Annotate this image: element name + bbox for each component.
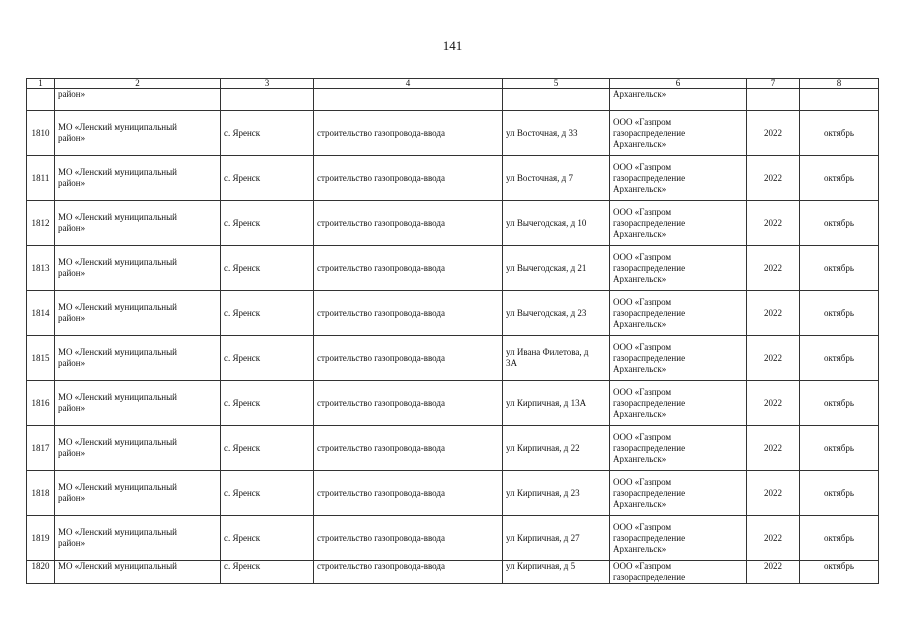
municipality-cell: МО «Ленский муниципальный район» xyxy=(55,201,221,246)
month-cell: октябрь xyxy=(800,291,879,336)
municipality-cell: МО «Ленский муниципальный xyxy=(55,561,221,584)
year-cell: 2022 xyxy=(747,561,800,584)
table-row xyxy=(27,156,879,201)
month-cell xyxy=(800,89,879,111)
table-row xyxy=(27,471,879,516)
table-row xyxy=(27,111,879,156)
row-number-cell: 1814 xyxy=(27,291,55,336)
row-number-cell: 1820 xyxy=(27,561,55,584)
address-cell: ул Кирпичная, д 13А xyxy=(503,381,610,426)
month-cell: октябрь xyxy=(800,381,879,426)
settlement-cell: с. Яренск xyxy=(221,516,314,561)
work-type-cell: строительство газопровода-ввода xyxy=(314,516,503,561)
settlement-cell: с. Яренск xyxy=(221,336,314,381)
work-type-cell: строительство газопровода-ввода xyxy=(314,111,503,156)
table-row xyxy=(27,201,879,246)
settlement-cell: с. Яренск xyxy=(221,561,314,584)
municipality-cell: МО «Ленский муниципальный район» xyxy=(55,111,221,156)
work-type-cell: строительство газопровода-ввода xyxy=(314,246,503,291)
work-type-cell: строительство газопровода-ввода xyxy=(314,201,503,246)
row-number-cell: 1818 xyxy=(27,471,55,516)
organization-cell: ООО «Газпром газораспределение Архангельск» xyxy=(610,381,747,426)
address-cell: ул Ивана Филетова, д 3А xyxy=(503,336,610,381)
continuation-row xyxy=(27,89,879,111)
settlement-cell: с. Яренск xyxy=(221,156,314,201)
organization-cell: ООО «Газпром газораспределение Архангельск» xyxy=(610,201,747,246)
year-cell: 2022 xyxy=(747,471,800,516)
month-cell: октябрь xyxy=(800,201,879,246)
month-cell: октябрь xyxy=(800,471,879,516)
municipality-cell: МО «Ленский муниципальный район» xyxy=(55,291,221,336)
year-cell: 2022 xyxy=(747,381,800,426)
work-type-cell: строительство газопровода-ввода xyxy=(314,381,503,426)
address-cell: ул Кирпичная, д 23 xyxy=(503,471,610,516)
row-number-cell: 1810 xyxy=(27,111,55,156)
month-cell: октябрь xyxy=(800,561,879,584)
table-row xyxy=(27,381,879,426)
year-cell: 2022 xyxy=(747,336,800,381)
organization-cell: ООО «Газпром газораспределение Архангельск» xyxy=(610,516,747,561)
work-type-cell: строительство газопровода-ввода xyxy=(314,336,503,381)
table-row xyxy=(27,246,879,291)
address-cell xyxy=(503,89,610,111)
row-number-cell: 1813 xyxy=(27,246,55,291)
settlement-cell: с. Яренск xyxy=(221,291,314,336)
data-table xyxy=(26,78,879,584)
municipality-cell: МО «Ленский муниципальный район» xyxy=(55,516,221,561)
month-cell: октябрь xyxy=(800,336,879,381)
table-body xyxy=(27,79,879,584)
address-cell: ул Вычегодская, д 21 xyxy=(503,246,610,291)
column-header: 6 xyxy=(610,79,747,89)
settlement-cell: с. Яренск xyxy=(221,111,314,156)
row-number-cell: 1816 xyxy=(27,381,55,426)
month-cell: октябрь xyxy=(800,246,879,291)
work-type-cell: строительство газопровода-ввода xyxy=(314,471,503,516)
municipality-cell: МО «Ленский муниципальный район» xyxy=(55,471,221,516)
address-cell: ул Восточная, д 33 xyxy=(503,111,610,156)
column-header: 2 xyxy=(55,79,221,89)
year-cell: 2022 xyxy=(747,246,800,291)
organization-cell: ООО «Газпром газораспределение Архангельск» xyxy=(610,336,747,381)
column-header: 8 xyxy=(800,79,879,89)
settlement-cell: с. Яренск xyxy=(221,426,314,471)
row-number-cell xyxy=(27,89,55,111)
column-header: 3 xyxy=(221,79,314,89)
work-type-cell: строительство газопровода-ввода xyxy=(314,156,503,201)
organization-cell: ООО «Газпром газораспределение Архангельск» xyxy=(610,246,747,291)
address-cell: ул Восточная, д 7 xyxy=(503,156,610,201)
work-type-cell: строительство газопровода-ввода xyxy=(314,291,503,336)
municipality-cell: МО «Ленский муниципальный район» xyxy=(55,336,221,381)
table-row xyxy=(27,291,879,336)
settlement-cell: с. Яренск xyxy=(221,246,314,291)
month-cell: октябрь xyxy=(800,516,879,561)
table-row xyxy=(27,516,879,561)
month-cell: октябрь xyxy=(800,426,879,471)
settlement-cell: с. Яренск xyxy=(221,471,314,516)
settlement-cell: с. Яренск xyxy=(221,201,314,246)
column-header: 1 xyxy=(27,79,55,89)
row-number-cell: 1817 xyxy=(27,426,55,471)
year-cell: 2022 xyxy=(747,426,800,471)
address-cell: ул Вычегодская, д 23 xyxy=(503,291,610,336)
column-header: 5 xyxy=(503,79,610,89)
organization-cell: ООО «Газпром газораспределение Архангельск» xyxy=(610,471,747,516)
table-row xyxy=(27,561,879,584)
row-number-cell: 1812 xyxy=(27,201,55,246)
work-type-cell: строительство газопровода-ввода xyxy=(314,561,503,584)
municipality-cell: район» xyxy=(55,89,221,111)
address-cell: ул Вычегодская, д 10 xyxy=(503,201,610,246)
year-cell xyxy=(747,89,800,111)
address-cell: ул Кирпичная, д 22 xyxy=(503,426,610,471)
work-type-cell xyxy=(314,89,503,111)
table-row xyxy=(27,426,879,471)
year-cell: 2022 xyxy=(747,516,800,561)
table-row xyxy=(27,336,879,381)
municipality-cell: МО «Ленский муниципальный район» xyxy=(55,426,221,471)
column-header: 4 xyxy=(314,79,503,89)
year-cell: 2022 xyxy=(747,201,800,246)
year-cell: 2022 xyxy=(747,156,800,201)
organization-cell: ООО «Газпром газораспределение Архангельск» xyxy=(610,156,747,201)
page-number: 141 xyxy=(442,38,463,53)
settlement-cell xyxy=(221,89,314,111)
year-cell: 2022 xyxy=(747,291,800,336)
month-cell: октябрь xyxy=(800,156,879,201)
row-number-cell: 1819 xyxy=(27,516,55,561)
municipality-cell: МО «Ленский муниципальный район» xyxy=(55,156,221,201)
organization-cell: ООО «Газпром газораспределение Архангельск» xyxy=(610,291,747,336)
organization-cell: ООО «Газпром газораспределение Архангельск» xyxy=(610,111,747,156)
row-number-cell: 1815 xyxy=(27,336,55,381)
column-header: 7 xyxy=(747,79,800,89)
row-number-cell: 1811 xyxy=(27,156,55,201)
address-cell: ул Кирпичная, д 5 xyxy=(503,561,610,584)
address-cell: ул Кирпичная, д 27 xyxy=(503,516,610,561)
organization-cell: ООО «Газпром газораспределение xyxy=(610,561,747,584)
municipality-cell: МО «Ленский муниципальный район» xyxy=(55,246,221,291)
month-cell: октябрь xyxy=(800,111,879,156)
work-type-cell: строительство газопровода-ввода xyxy=(314,426,503,471)
year-cell: 2022 xyxy=(747,111,800,156)
organization-cell: Архангельск» xyxy=(610,89,747,111)
organization-cell: ООО «Газпром газораспределение Архангельск» xyxy=(610,426,747,471)
settlement-cell: с. Яренск xyxy=(221,381,314,426)
municipality-cell: МО «Ленский муниципальный район» xyxy=(55,381,221,426)
column-header-row xyxy=(27,79,879,89)
